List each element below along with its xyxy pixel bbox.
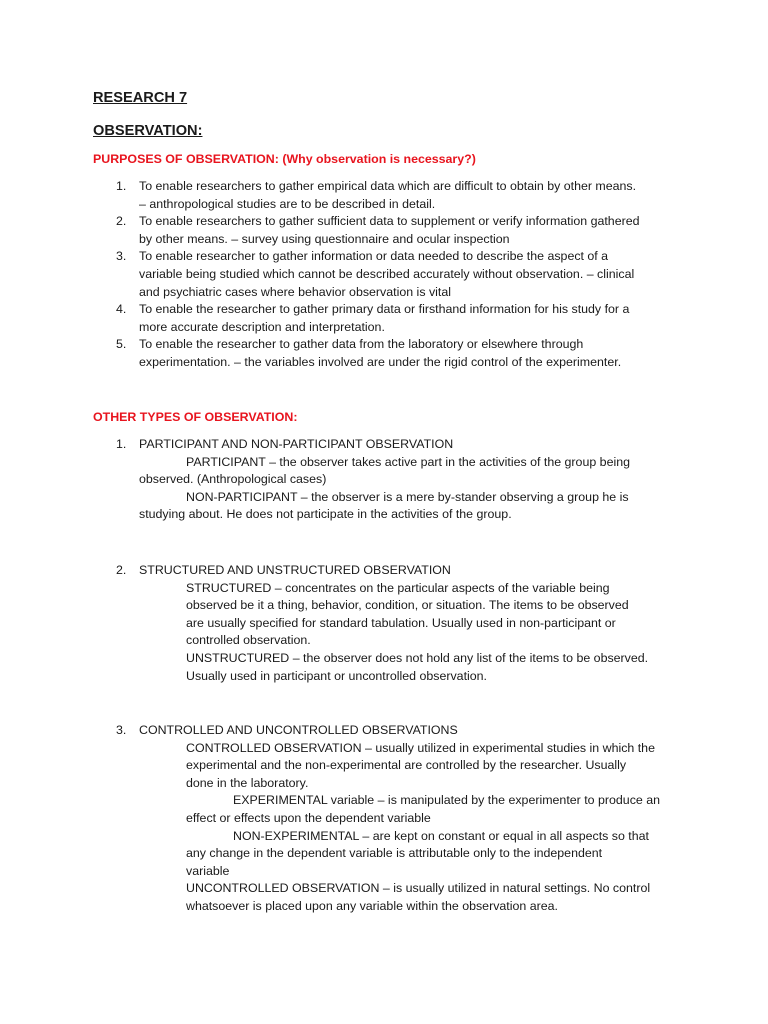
list-item-text: STRUCTURED AND UNSTRUCTURED OBSERVATION STRUCTURED – concentrates on the particular aspects of the variable being observed be it a thing, behavior, condition, or situation. The items to be observed are usually specified for standard tabulation. Usually used in non-participant or controlled observation. UNSTRUCTURED – the observer does not hold any list of the items to be observed. Usually used in participant or uncontrolled observation. — [139, 562, 684, 685]
list-item-text: To enable researchers to gather sufficient data to supplement or verify information gathered by other means. – survey using questionnaire and ocular inspection — [139, 214, 640, 246]
list-number: 1. — [116, 179, 127, 193]
list-number: 4. — [116, 302, 127, 317]
list-item — [0, 178, 768, 213]
list-item — [0, 336, 768, 371]
type-heading: CONTROLLED AND UNCONTROLLED OBSERVATIONS — [139, 723, 458, 737]
list-item-text: To enable the researcher to gather data from the laboratory or elsewhere through experimentation. – the variables involved are under the rigid control of the experimenter. — [139, 337, 622, 369]
list-number: 3. — [116, 723, 127, 737]
list-number: 1. — [116, 437, 127, 451]
section-title: OBSERVATION: — [93, 123, 203, 139]
list-item — [0, 301, 768, 336]
list-item-text: To enable researcher to gather information or data needed to describe the aspect of a variable being studied which cannot be described accurately without observation. – clinical and psychiatric cases where behavior observation is vital — [139, 249, 635, 299]
document-title: RESEARCH 7 — [93, 90, 188, 106]
list-item-text: To enable researchers to gather empirical data which are difficult to obtain by other means. – anthropological studies are to be described in detail. — [139, 179, 637, 211]
types-heading: OTHER TYPES OF OBSERVATION: — [93, 410, 298, 424]
list-item-text: PARTICIPANT AND NON-PARTICIPANT OBSERVATION PARTICIPANT – the observer takes active part in the activities of the group being observed. (Anthropological cases) NON-PARTICIPANT – the observer is a mere by-stander observing a group he is studying about. He does not participate in the activities of the group. — [139, 436, 684, 524]
type-heading: STRUCTURED AND UNSTRUCTURED OBSERVATION — [139, 563, 451, 577]
list-item-text: CONTROLLED AND UNCONTROLLED OBSERVATIONS CONTROLLED OBSERVATION – usually utilized in experimental studies in which the experimental and the non-experimental are controlled by the researcher. Usually done in the laboratory. EXPERIMENTAL variable – is manipulated by the experimenter to produce an effect or effects upon the dependent variable NON-EXPERIMENTAL – are kept on constant or equal in all aspects so that any change in the dependent variable is attributable only to the independent variable UNCONTROLLED OBSERVATION – is usually utilized in natural settings. No control whatsoever is placed upon any variable within the observation area. — [139, 722, 684, 916]
list-number: 2. — [116, 563, 127, 577]
purposes-heading: PURPOSES OF OBSERVATION: (Why observation is necessary?) — [93, 152, 476, 166]
list-number: 3. — [116, 249, 127, 264]
type-heading: PARTICIPANT AND NON-PARTICIPANT OBSERVATION — [139, 437, 454, 451]
list-item — [0, 213, 768, 248]
list-number: 5. — [116, 337, 127, 352]
purposes-list — [0, 178, 768, 372]
list-number: 2. — [116, 214, 127, 229]
list-item — [0, 248, 768, 301]
list-item-text: To enable the researcher to gather primary data or firsthand information for his study for a more accurate description and interpretation. — [139, 302, 630, 334]
